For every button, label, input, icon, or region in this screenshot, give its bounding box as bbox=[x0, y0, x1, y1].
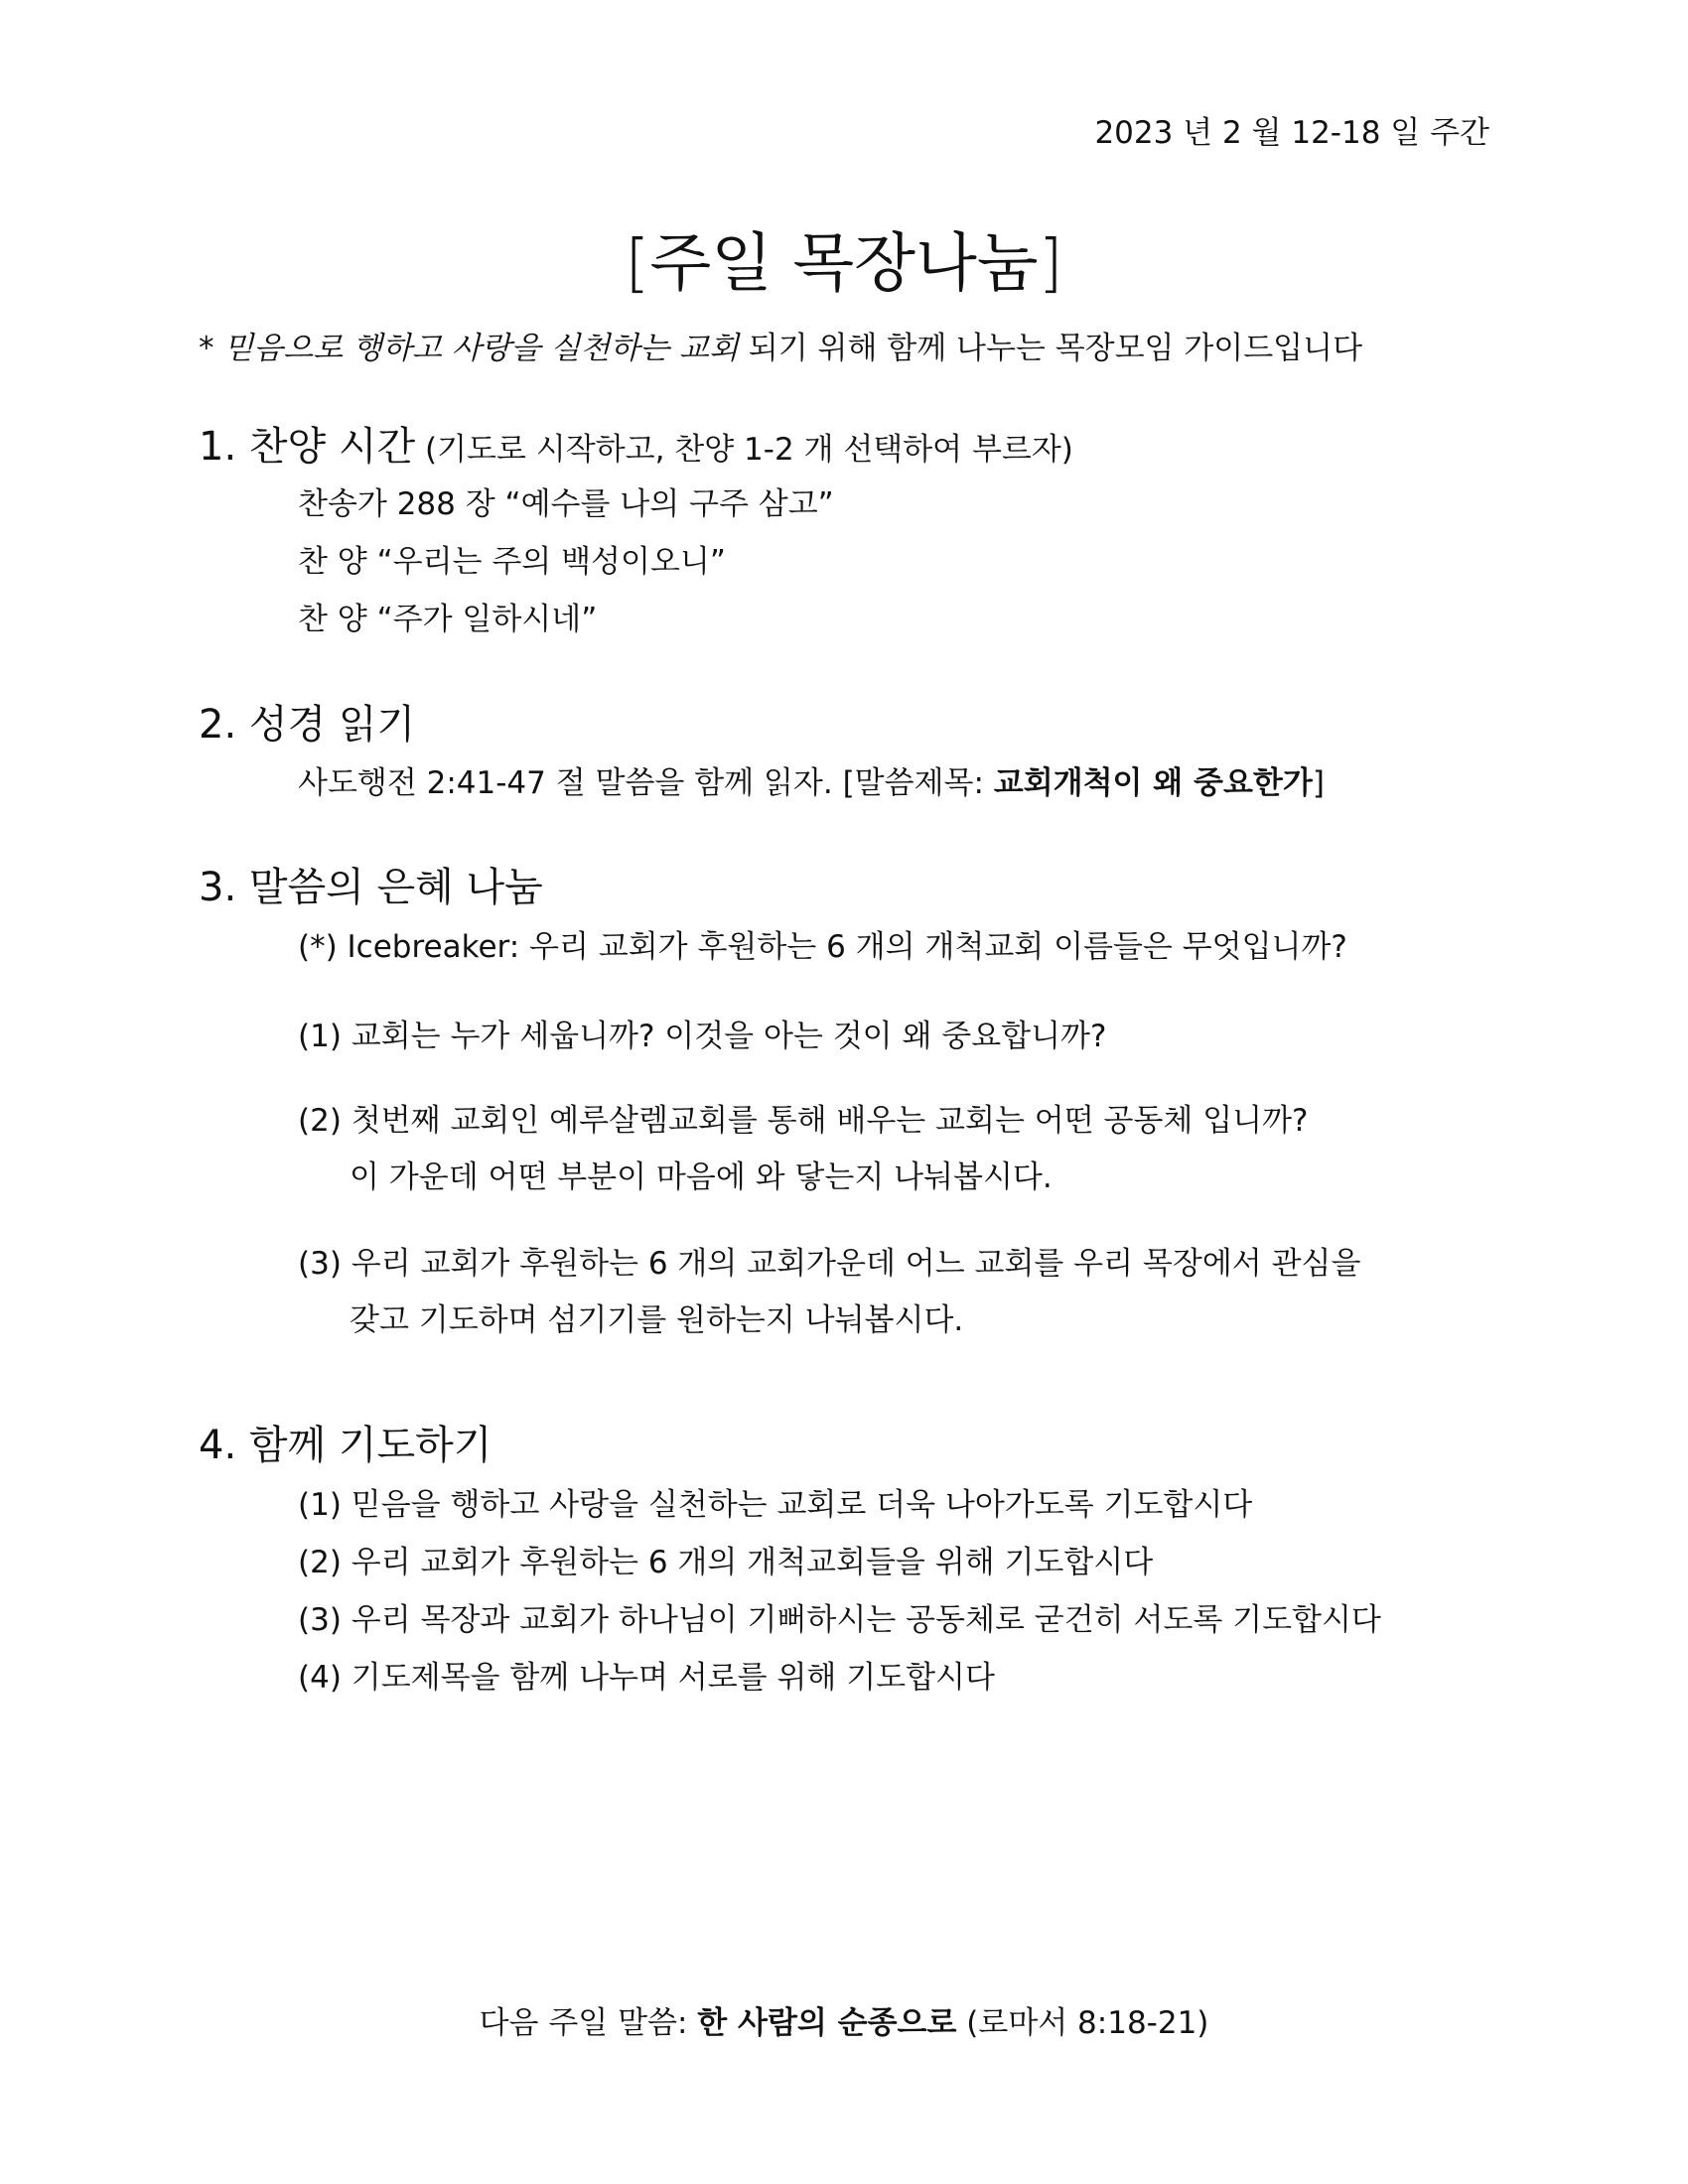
question-3-line-2: 갖고 기도하며 섬기기를 원하는지 나눠봅시다. bbox=[350, 1302, 964, 1338]
sermon-title: 교회개척이 왜 중요한가 bbox=[993, 765, 1313, 801]
next-sermon-ref: (로마서 8:18-21) bbox=[956, 2005, 1209, 2041]
section-worship-heading bbox=[199, 415, 1073, 472]
next-sermon-label: 다음 주일 말씀: bbox=[479, 2005, 698, 2041]
section3-heading: 3. 말씀의 은혜 나눔 bbox=[199, 865, 543, 910]
section1-note: (기도로 시작하고, 찬양 1-2 개 선택하여 부르자) bbox=[415, 432, 1073, 468]
next-sermon-title: 한 사람의 순종으로 bbox=[697, 2005, 957, 2041]
intro-bullet: * bbox=[199, 331, 214, 366]
page-title: [주일 목장나눔] bbox=[625, 227, 1063, 301]
prayer-2: (2) 우리 교회가 후원하는 6 개의 개척교회들을 위해 기도합시다 bbox=[298, 1545, 1154, 1580]
intro-rest: 되기 위해 함께 나누는 목장모임 가이드입니다 bbox=[738, 331, 1363, 366]
question-2-line-2: 이 가운데 어떤 부분이 마음에 와 닿는지 나눠봅시다. bbox=[350, 1160, 1053, 1195]
prayer-3: (3) 우리 목장과 교회가 하나님이 기뻐하시는 공동체로 굳건히 서도록 기도합시다 bbox=[298, 1602, 1381, 1638]
song-1: 찬송가 288 장 “예수를 나의 구주 삼고” bbox=[298, 486, 834, 522]
question-3-line-1: (3) 우리 교회가 후원하는 6 개의 교회가운데 어느 교회를 우리 목장에서 관심을 bbox=[298, 1246, 1361, 1282]
next-sermon bbox=[0, 1997, 1688, 2042]
reading-end: ] bbox=[1312, 765, 1325, 801]
question-2-line-1: (2) 첫번째 교회인 예루살렘교회를 통해 배우는 교회는 어떤 공동체 입니까? bbox=[298, 1103, 1309, 1139]
song-2: 찬 양 “우리는 주의 백성이오니” bbox=[298, 544, 726, 580]
section-prayer-heading bbox=[199, 1414, 492, 1470]
prayer-1: (1) 믿음을 행하고 사랑을 실천하는 교회로 더욱 나아가도록 기도합시다 bbox=[298, 1487, 1253, 1523]
section2-heading: 2. 성경 읽기 bbox=[199, 702, 416, 748]
intro-emphasis: 믿음으로 행하고 사랑을 실천하는 교회 bbox=[223, 331, 739, 366]
section4-heading: 4. 함께 기도하기 bbox=[199, 1423, 492, 1468]
intro-line bbox=[199, 323, 1362, 367]
section-sharing-heading bbox=[199, 856, 543, 912]
bible-reading bbox=[298, 757, 1325, 802]
date-label: 2023 년 2 월 12-18 일 주간 bbox=[1094, 115, 1489, 151]
prayer-4: (4) 기도제목을 함께 나누며 서로를 위해 기도합시다 bbox=[298, 1660, 995, 1696]
question-1: (1) 교회는 누가 세웁니까? 이것을 아는 것이 왜 중요합니까? bbox=[298, 1019, 1107, 1054]
section-bible-heading bbox=[199, 693, 415, 750]
section1-heading: 1. 찬양 시간 bbox=[199, 424, 416, 470]
icebreaker-question: (*) Icebreaker: 우리 교회가 후원하는 6 개의 개척교회 이름들은 무엇입니까? bbox=[298, 929, 1347, 965]
reading-text: 사도행전 2:41-47 절 말씀을 함께 읽자. [말씀제목: bbox=[298, 765, 994, 801]
song-3: 찬 양 “주가 일하시네” bbox=[298, 602, 598, 637]
